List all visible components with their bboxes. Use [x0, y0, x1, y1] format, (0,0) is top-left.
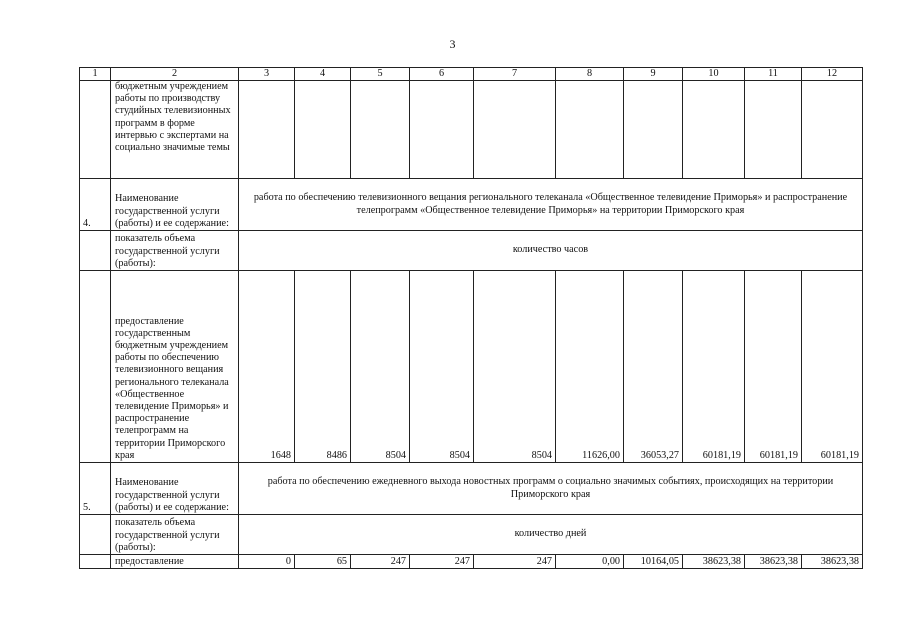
value-cell	[624, 81, 683, 179]
value-cell	[745, 81, 802, 179]
value-cell	[556, 81, 624, 179]
indicator-row	[80, 515, 863, 555]
column-header: 1	[80, 68, 111, 81]
indicator-unit: количество часов	[239, 231, 863, 271]
table-row	[80, 81, 863, 179]
column-header: 4	[295, 68, 351, 81]
value-cell: 8504	[410, 271, 474, 463]
row-number-cell	[80, 271, 111, 463]
service-row	[80, 463, 863, 515]
column-header: 11	[745, 68, 802, 81]
work-name-cell: предоставление	[111, 555, 239, 569]
budget-table	[79, 67, 863, 569]
value-cell: 247	[474, 555, 556, 569]
indicator-unit: количество дней	[239, 515, 863, 555]
section-number: 4.	[80, 179, 111, 231]
value-cell: 10164,05	[624, 555, 683, 569]
row-number-cell	[80, 515, 111, 555]
service-label: Наименование государственной услуги (работы) и ее содержание:	[111, 463, 239, 515]
value-cell: 60181,19	[802, 271, 863, 463]
value-cell	[239, 81, 295, 179]
column-header: 8	[556, 68, 624, 81]
value-cell: 60181,19	[683, 271, 745, 463]
value-cell: 38623,38	[683, 555, 745, 569]
column-header: 12	[802, 68, 863, 81]
value-cell: 0	[239, 555, 295, 569]
value-cell: 8486	[295, 271, 351, 463]
service-description: работа по обеспечению телевизионного вещания регионального телеканала «Общественное телевидение Приморья» и распространение телепрограмм «Общественное телевидение Приморья» на территории Приморского края	[239, 179, 863, 231]
value-cell	[410, 81, 474, 179]
column-header: 5	[351, 68, 410, 81]
value-cell	[802, 81, 863, 179]
column-header: 9	[624, 68, 683, 81]
indicator-label: показатель объема государственной услуги (работы):	[111, 231, 239, 271]
service-label: Наименование государственной услуги (работы) и ее содержание:	[111, 179, 239, 231]
value-cell: 8504	[474, 271, 556, 463]
column-header: 3	[239, 68, 295, 81]
value-cell	[351, 81, 410, 179]
value-cell: 0,00	[556, 555, 624, 569]
indicator-label: показатель объема государственной услуги (работы):	[111, 515, 239, 555]
column-header: 2	[111, 68, 239, 81]
value-cell	[683, 81, 745, 179]
row-number-cell	[80, 81, 111, 179]
value-cell	[474, 81, 556, 179]
row-number-cell	[80, 555, 111, 569]
value-cell: 38623,38	[745, 555, 802, 569]
column-header: 10	[683, 68, 745, 81]
service-description: работа по обеспечению ежедневного выхода новостных программ о социально значимых событиях, происходящих на территории Приморского края	[239, 463, 863, 515]
value-cell: 60181,19	[745, 271, 802, 463]
page-number: 3	[449, 37, 456, 51]
work-name-cell: предоставление государственным бюджетным учреждением работы по обеспечению телевизионного вещания регионального телеканала «Общественное телевидение Приморья» и распространение телепрограмм на территории Приморского края	[111, 271, 239, 463]
work-name-cell: бюджетным учреждением работы по производству студийных телевизионных программ в форме интервью с экспертами на социально значимые темы	[111, 81, 239, 179]
column-number-row	[80, 68, 863, 81]
value-cell: 247	[410, 555, 474, 569]
value-cell: 65	[295, 555, 351, 569]
value-cell: 11626,00	[556, 271, 624, 463]
row-number-cell	[80, 231, 111, 271]
table-row	[80, 555, 863, 569]
value-cell: 36053,27	[624, 271, 683, 463]
value-cell: 38623,38	[802, 555, 863, 569]
value-cell: 8504	[351, 271, 410, 463]
column-header: 7	[474, 68, 556, 81]
value-cell: 1648	[239, 271, 295, 463]
indicator-row	[80, 231, 863, 271]
value-cell: 247	[351, 555, 410, 569]
table-row	[80, 271, 863, 463]
column-header: 6	[410, 68, 474, 81]
value-cell	[295, 81, 351, 179]
section-number: 5.	[80, 463, 111, 515]
service-row	[80, 179, 863, 231]
